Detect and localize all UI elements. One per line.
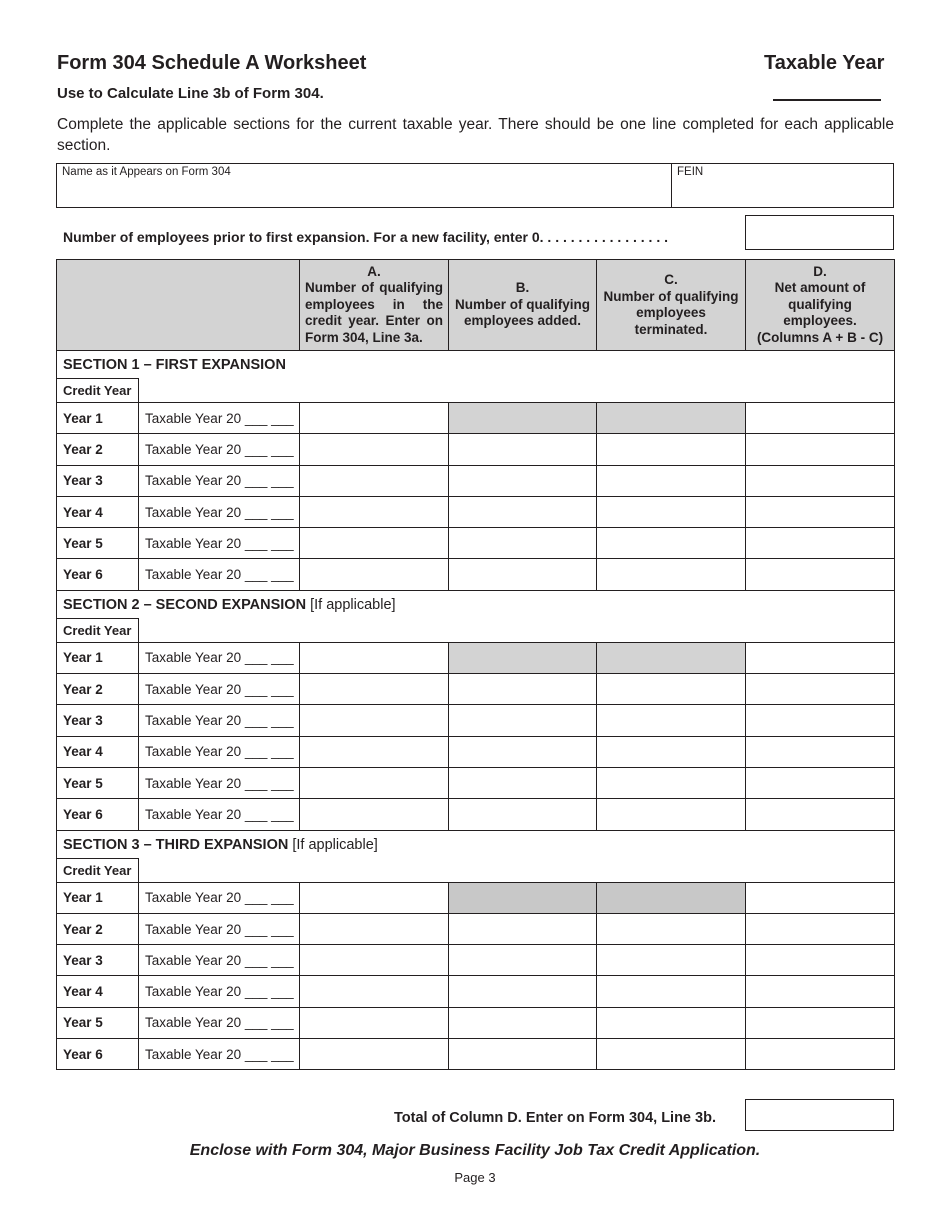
column-b-input — [449, 642, 597, 673]
column-b-input[interactable] — [449, 945, 597, 976]
year-label: Year 3 — [57, 705, 139, 736]
column-c-input[interactable] — [597, 559, 746, 590]
year-row — [57, 976, 895, 1007]
column-d-input[interactable] — [746, 496, 895, 527]
column-d-header — [746, 260, 895, 351]
credit-year-label: Credit Year — [57, 618, 139, 642]
year-row — [57, 1039, 895, 1070]
column-c-header — [597, 260, 746, 351]
year-label: Year 5 — [57, 1007, 139, 1038]
column-header-row — [57, 260, 895, 351]
column-c-input[interactable] — [597, 1007, 746, 1038]
section-title: SECTION 1 – FIRST EXPANSION — [63, 357, 286, 373]
column-c-input[interactable] — [597, 976, 746, 1007]
taxable-year-entry[interactable]: Taxable Year 20 ___ ___ — [139, 976, 300, 1007]
year-row — [57, 642, 895, 673]
section-heading — [57, 590, 895, 618]
column-b-input[interactable] — [449, 434, 597, 465]
year-label: Year 4 — [57, 496, 139, 527]
column-a-input[interactable] — [300, 1039, 449, 1070]
year-row — [57, 1007, 895, 1038]
year-label: Year 1 — [57, 882, 139, 913]
column-c-input — [597, 882, 746, 913]
instructions: Complete the applicable sections for the current taxable year. There should be one line completed for each applicable section. — [57, 116, 894, 154]
column-c-input — [597, 642, 746, 673]
credit-year-row — [57, 858, 895, 882]
column-c-text: Number of qualifying employees terminated. — [603, 288, 739, 337]
year-row — [57, 913, 895, 944]
taxable-year-entry[interactable]: Taxable Year 20 ___ ___ — [139, 705, 300, 736]
credit-year-spacer — [139, 379, 895, 403]
column-a-input[interactable] — [300, 559, 449, 590]
year-row — [57, 559, 895, 590]
column-c-input[interactable] — [597, 945, 746, 976]
column-b-input[interactable] — [449, 799, 597, 830]
fein-field-label: FEIN — [677, 166, 704, 178]
credit-year-spacer — [139, 858, 895, 882]
employees-prior-label: Number of employees prior to first expansion. For a new facility, enter 0. . . . . . . . . . . . . . . . . — [63, 229, 668, 245]
section-note: [If applicable] — [288, 836, 378, 853]
section-note: [If applicable] — [306, 596, 396, 613]
column-c-input[interactable] — [597, 465, 746, 496]
section-heading — [57, 830, 895, 858]
section-heading — [57, 351, 895, 379]
column-d-letter: D. — [813, 263, 827, 279]
column-c-input[interactable] — [597, 434, 746, 465]
column-b-header — [449, 260, 597, 351]
year-label: Year 6 — [57, 1039, 139, 1070]
column-a-letter: A. — [367, 263, 381, 279]
employees-prior-field[interactable] — [745, 215, 894, 250]
column-c-letter: C. — [664, 272, 678, 287]
year-label: Year 2 — [57, 434, 139, 465]
year-label: Year 6 — [57, 559, 139, 590]
column-c-input[interactable] — [597, 1039, 746, 1070]
column-a-input[interactable] — [300, 496, 449, 527]
column-b-input — [449, 403, 597, 434]
section-heading-row — [57, 590, 895, 618]
column-b-text: Number of qualifying employees added. — [455, 296, 590, 329]
taxable-year-entry[interactable]: Taxable Year 20 ___ ___ — [139, 945, 300, 976]
column-a-input[interactable] — [300, 528, 449, 559]
credit-year-label: Credit Year — [57, 379, 139, 403]
column-c-input[interactable] — [597, 528, 746, 559]
column-c-input[interactable] — [597, 496, 746, 527]
section-heading-row — [57, 351, 895, 379]
year-row — [57, 882, 895, 913]
column-d-input[interactable] — [746, 403, 895, 434]
column-a-input[interactable] — [300, 434, 449, 465]
column-d-input[interactable] — [746, 434, 895, 465]
year-row — [57, 465, 895, 496]
taxable-year-entry[interactable]: Taxable Year 20 ___ ___ — [139, 528, 300, 559]
column-a-input[interactable] — [300, 976, 449, 1007]
column-d-input[interactable] — [746, 528, 895, 559]
column-b-input[interactable] — [449, 496, 597, 527]
column-b-input[interactable] — [449, 674, 597, 705]
year-row — [57, 674, 895, 705]
year-label: Year 5 — [57, 528, 139, 559]
column-d-input[interactable] — [746, 945, 895, 976]
year-label: Year 3 — [57, 465, 139, 496]
taxable-year-entry[interactable]: Taxable Year 20 ___ ___ — [139, 674, 300, 705]
credit-year-row — [57, 618, 895, 642]
column-a-header — [300, 260, 449, 351]
column-c-input[interactable] — [597, 913, 746, 944]
header-blank-cell — [57, 260, 300, 351]
name-field-label: Name as it Appears on Form 304 — [62, 166, 231, 178]
taxable-year-entry[interactable]: Taxable Year 20 ___ ___ — [139, 767, 300, 798]
column-d-input[interactable] — [746, 736, 895, 767]
section-title: SECTION 2 – SECOND EXPANSION — [63, 596, 307, 613]
column-c-input[interactable] — [597, 799, 746, 830]
form-subtitle: Use to Calculate Line 3b of Form 304. — [57, 85, 324, 102]
column-d-input[interactable] — [746, 882, 895, 913]
year-row — [57, 434, 895, 465]
column-b-input[interactable] — [449, 1039, 597, 1070]
column-a-input[interactable] — [300, 465, 449, 496]
form-title: Form 304 Schedule A Worksheet — [57, 52, 367, 74]
column-a-input[interactable] — [300, 674, 449, 705]
year-row — [57, 403, 895, 434]
section-heading-row — [57, 830, 895, 858]
taxable-year-label: Taxable Year — [764, 52, 885, 74]
taxable-year-entry[interactable]: Taxable Year 20 ___ ___ — [139, 465, 300, 496]
column-b-input[interactable] — [449, 705, 597, 736]
page-number: Page 3 — [454, 1170, 496, 1185]
year-label: Year 2 — [57, 913, 139, 944]
column-d-input[interactable] — [746, 767, 895, 798]
column-b-input — [449, 882, 597, 913]
column-d-input[interactable] — [746, 559, 895, 590]
taxable-year-entry[interactable]: Taxable Year 20 ___ ___ — [139, 403, 300, 434]
taxable-year-entry[interactable]: Taxable Year 20 ___ ___ — [139, 434, 300, 465]
credit-year-label: Credit Year — [57, 858, 139, 882]
taxable-year-entry[interactable]: Taxable Year 20 ___ ___ — [139, 1039, 300, 1070]
column-d-input[interactable] — [746, 705, 895, 736]
year-row — [57, 945, 895, 976]
total-field[interactable] — [745, 1099, 894, 1131]
year-label: Year 1 — [57, 403, 139, 434]
column-b-letter: B. — [515, 280, 530, 296]
credit-year-spacer — [139, 618, 895, 642]
year-label: Year 4 — [57, 976, 139, 1007]
column-c-input[interactable] — [597, 674, 746, 705]
column-a-input[interactable] — [300, 882, 449, 913]
taxable-year-entry[interactable]: Taxable Year 20 ___ ___ — [139, 736, 300, 767]
section-title: SECTION 3 – THIRD EXPANSION — [63, 836, 289, 853]
column-d-input[interactable] — [746, 674, 895, 705]
taxable-year-field[interactable] — [773, 99, 881, 101]
column-b-input[interactable] — [449, 767, 597, 798]
credit-year-row — [57, 379, 895, 403]
column-a-text: Number of qualifying employees in the credit year. Enter on Form 304, Line 3a. — [305, 280, 443, 345]
column-d-input[interactable] — [746, 976, 895, 1007]
year-label: Year 5 — [57, 767, 139, 798]
column-a-input[interactable] — [300, 913, 449, 944]
year-row — [57, 496, 895, 527]
worksheet-table — [56, 259, 895, 1070]
taxable-year-entry[interactable]: Taxable Year 20 ___ ___ — [139, 496, 300, 527]
name-field[interactable] — [57, 164, 671, 207]
column-a-input[interactable] — [300, 1007, 449, 1038]
year-label: Year 3 — [57, 945, 139, 976]
column-c-input[interactable] — [597, 736, 746, 767]
column-b-input[interactable] — [449, 559, 597, 590]
taxable-year-entry[interactable]: Taxable Year 20 ___ ___ — [139, 882, 300, 913]
column-b-input[interactable] — [449, 528, 597, 559]
taxable-year-entry[interactable]: Taxable Year 20 ___ ___ — [139, 559, 300, 590]
column-c-input[interactable] — [597, 705, 746, 736]
column-b-input[interactable] — [449, 465, 597, 496]
column-d-input[interactable] — [746, 1039, 895, 1070]
year-label: Year 6 — [57, 799, 139, 830]
fein-field[interactable] — [672, 164, 893, 207]
enclose-note: Enclose with Form 304, Major Business Facility Job Tax Credit Application. — [189, 1142, 761, 1159]
column-d-input[interactable] — [746, 465, 895, 496]
taxable-year-entry[interactable]: Taxable Year 20 ___ ___ — [139, 799, 300, 830]
column-d-input[interactable] — [746, 1007, 895, 1038]
column-d-text: Net amount of qualifying employees. (Columns A + B - C) — [756, 280, 884, 345]
year-row — [57, 799, 895, 830]
column-a-input[interactable] — [300, 945, 449, 976]
column-d-input[interactable] — [746, 642, 895, 673]
taxable-year-entry[interactable]: Taxable Year 20 ___ ___ — [139, 1007, 300, 1038]
taxable-year-entry[interactable]: Taxable Year 20 ___ ___ — [139, 913, 300, 944]
year-row — [57, 528, 895, 559]
column-b-input[interactable] — [449, 913, 597, 944]
column-c-input[interactable] — [597, 767, 746, 798]
column-b-input[interactable] — [449, 976, 597, 1007]
year-label: Year 2 — [57, 674, 139, 705]
column-c-input — [597, 403, 746, 434]
column-d-input[interactable] — [746, 913, 895, 944]
year-label: Year 1 — [57, 642, 139, 673]
taxable-year-entry[interactable]: Taxable Year 20 ___ ___ — [139, 642, 300, 673]
column-a-input[interactable] — [300, 403, 449, 434]
column-b-input[interactable] — [449, 736, 597, 767]
year-row — [57, 736, 895, 767]
column-a-input[interactable] — [300, 642, 449, 673]
column-d-input[interactable] — [746, 799, 895, 830]
total-label: Total of Column D. Enter on Form 304, Line 3b. — [394, 1110, 716, 1126]
column-a-input[interactable] — [300, 767, 449, 798]
column-b-input[interactable] — [449, 1007, 597, 1038]
year-label: Year 4 — [57, 736, 139, 767]
year-row — [57, 767, 895, 798]
column-a-input[interactable] — [300, 736, 449, 767]
column-a-input[interactable] — [300, 705, 449, 736]
year-row — [57, 705, 895, 736]
column-a-input[interactable] — [300, 799, 449, 830]
identity-box — [56, 163, 894, 208]
